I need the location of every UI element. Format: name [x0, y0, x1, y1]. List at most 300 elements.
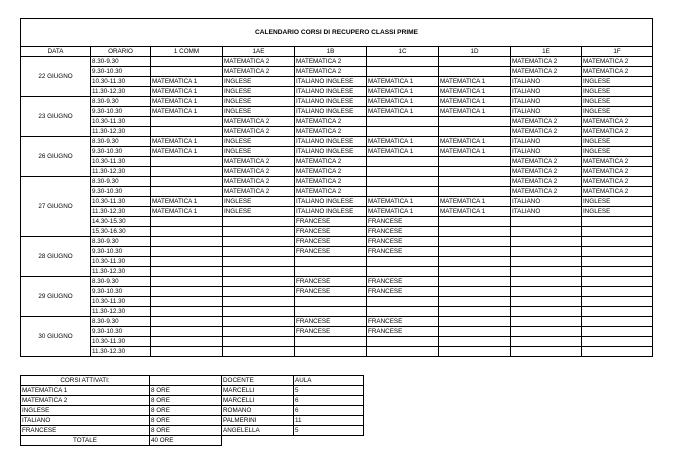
table-row [21, 127, 653, 137]
course-cell[interactable]: MATEMATICA 2 [223, 57, 295, 67]
course-cell[interactable]: FRANCESE [295, 237, 367, 247]
course-cell[interactable]: ITALIANO [511, 207, 582, 217]
course-cell[interactable]: FRANCESE [295, 287, 367, 297]
course-cell[interactable] [151, 277, 223, 287]
course-cell[interactable]: MATEMATICA 2 [223, 127, 295, 137]
course-cell[interactable] [223, 337, 295, 347]
course-cell[interactable]: INGLESE [582, 87, 653, 97]
course-cell[interactable] [439, 307, 511, 317]
course-cell[interactable] [151, 247, 223, 257]
course-cell[interactable]: ITALIANO INGLESE [295, 197, 367, 207]
course-cell[interactable] [295, 297, 367, 307]
course-cell[interactable] [151, 217, 223, 227]
time-slot-cell[interactable]: 11.30-12.30 [91, 307, 151, 317]
course-cell[interactable]: MATEMATICA 2 [295, 167, 367, 177]
course-cell[interactable] [223, 247, 295, 257]
course-cell[interactable]: ITALIANO INGLESE [295, 77, 367, 87]
course-cell[interactable]: MATEMATICA 1 [367, 197, 439, 207]
course-cell[interactable] [582, 297, 653, 307]
course-cell[interactable] [223, 287, 295, 297]
time-slot-cell[interactable]: 10.30-11.30 [91, 337, 151, 347]
course-cell[interactable]: MATEMATICA 2 [582, 177, 653, 187]
date-cell[interactable]: 27 GIUGNO [21, 177, 91, 237]
course-cell[interactable] [439, 117, 511, 127]
course-cell[interactable] [223, 257, 295, 267]
course-cell[interactable] [367, 127, 439, 137]
time-slot-cell[interactable]: 8.30-9.30 [91, 277, 151, 287]
course-cell[interactable] [367, 167, 439, 177]
table-row [21, 187, 653, 197]
course-cell[interactable]: MATEMATICA 2 [511, 117, 582, 127]
course-cell[interactable]: MATEMATICA 1 [151, 147, 223, 157]
course-cell[interactable] [151, 267, 223, 277]
course-cell[interactable]: MATEMATICA 2 [295, 57, 367, 67]
course-cell[interactable] [367, 267, 439, 277]
course-cell[interactable] [295, 267, 367, 277]
column-header: ORARIO [91, 47, 151, 57]
course-cell[interactable] [511, 317, 582, 327]
course-cell[interactable] [582, 217, 653, 227]
course-cell[interactable]: FRANCESE [295, 317, 367, 327]
summary-teacher-header: DOCENTE [222, 376, 294, 386]
summary-row [21, 406, 364, 416]
course-cell[interactable]: INGLESE [223, 207, 295, 217]
course-cell[interactable] [295, 257, 367, 267]
course-cell[interactable] [439, 247, 511, 257]
summary-row [21, 416, 364, 426]
course-cell[interactable]: MATEMATICA 2 [223, 187, 295, 197]
course-cell[interactable]: MATEMATICA 1 [439, 97, 511, 107]
course-cell[interactable] [151, 307, 223, 317]
course-cell[interactable]: INGLESE [223, 137, 295, 147]
course-cell[interactable] [439, 237, 511, 247]
course-cell[interactable]: INGLESE [582, 147, 653, 157]
course-cell[interactable] [439, 187, 511, 197]
course-cell[interactable] [511, 257, 582, 267]
summary-teacher-cell[interactable]: ANGELELLA [222, 426, 294, 436]
course-cell[interactable] [439, 167, 511, 177]
course-cell[interactable] [151, 297, 223, 307]
course-cell[interactable] [295, 347, 367, 357]
course-cell[interactable]: MATEMATICA 2 [223, 157, 295, 167]
course-cell[interactable] [511, 297, 582, 307]
course-cell[interactable] [439, 297, 511, 307]
table-row [21, 67, 653, 77]
course-cell[interactable]: ITALIANO INGLESE [295, 207, 367, 217]
table-row [21, 137, 653, 147]
course-cell[interactable]: MATEMATICA 2 [511, 127, 582, 137]
course-cell[interactable] [151, 227, 223, 237]
time-slot-cell[interactable]: 11.30-12.30 [91, 207, 151, 217]
course-cell[interactable]: INGLESE [223, 147, 295, 157]
course-cell[interactable] [582, 267, 653, 277]
course-cell[interactable]: MATEMATICA 2 [295, 187, 367, 197]
course-cell[interactable] [511, 227, 582, 237]
course-cell[interactable]: INGLESE [582, 107, 653, 117]
course-cell[interactable]: MATEMATICA 2 [582, 157, 653, 167]
course-cell[interactable]: FRANCESE [295, 247, 367, 257]
course-cell[interactable] [582, 327, 653, 337]
course-cell[interactable]: MATEMATICA 1 [151, 77, 223, 87]
summary-total-row [21, 436, 364, 446]
time-slot-cell[interactable]: 10.30-11.30 [91, 257, 151, 267]
time-slot-cell[interactable]: 9.30-10.30 [91, 147, 151, 157]
course-cell[interactable]: MATEMATICA 2 [295, 127, 367, 137]
course-cell[interactable] [367, 57, 439, 67]
course-cell[interactable]: INGLESE [223, 107, 295, 117]
course-cell[interactable] [223, 327, 295, 337]
course-cell[interactable] [151, 117, 223, 127]
summary-room-header: AULA [294, 376, 364, 386]
course-cell[interactable]: FRANCESE [295, 277, 367, 287]
course-cell[interactable] [367, 297, 439, 307]
table-row [21, 337, 653, 347]
column-header: DATA [21, 47, 91, 57]
summary-header-row [21, 376, 364, 386]
course-cell[interactable] [151, 257, 223, 267]
course-cell[interactable]: FRANCESE [367, 217, 439, 227]
course-cell[interactable]: MATEMATICA 2 [295, 157, 367, 167]
course-cell[interactable]: ITALIANO INGLESE [295, 107, 367, 117]
course-cell[interactable] [151, 317, 223, 327]
course-cell[interactable] [582, 337, 653, 347]
summary-room-cell[interactable]: 6 [294, 406, 364, 416]
course-cell[interactable] [367, 177, 439, 187]
course-cell[interactable]: MATEMATICA 2 [223, 167, 295, 177]
time-slot-cell[interactable]: 11.30-12.30 [91, 347, 151, 357]
course-cell[interactable] [439, 227, 511, 237]
course-cell[interactable]: FRANCESE [295, 227, 367, 237]
course-cell[interactable]: MATEMATICA 1 [367, 77, 439, 87]
date-cell[interactable]: 22 GIUGNO [21, 57, 91, 97]
summary-course-cell[interactable]: MATEMATICA 2 [21, 396, 150, 406]
summary-hours-cell[interactable]: 8 ORE [150, 396, 222, 406]
time-slot-cell[interactable]: 9.30-10.30 [91, 107, 151, 117]
course-cell[interactable]: MATEMATICA 2 [511, 67, 582, 77]
table-row [21, 87, 653, 97]
summary-row [21, 426, 364, 436]
course-cell[interactable] [223, 227, 295, 237]
course-cell[interactable]: INGLESE [582, 97, 653, 107]
course-cell[interactable]: ITALIANO [511, 197, 582, 207]
course-cell[interactable]: FRANCESE [367, 277, 439, 287]
time-slot-cell[interactable]: 10.30-11.30 [91, 77, 151, 87]
course-cell[interactable]: FRANCESE [295, 327, 367, 337]
course-cell[interactable]: INGLESE [223, 77, 295, 87]
time-slot-cell[interactable]: 11.30-12.30 [91, 267, 151, 277]
course-cell[interactable]: FRANCESE [367, 327, 439, 337]
course-cell[interactable]: MATEMATICA 1 [439, 147, 511, 157]
course-cell[interactable]: MATEMATICA 2 [223, 67, 295, 77]
summary-course-cell[interactable]: MATEMATICA 1 [21, 386, 150, 396]
course-cell[interactable]: ITALIANO [511, 97, 582, 107]
course-cell[interactable]: MATEMATICA 2 [582, 57, 653, 67]
course-cell[interactable] [439, 127, 511, 137]
time-slot-cell[interactable]: 10.30-11.30 [91, 297, 151, 307]
course-cell[interactable]: MATEMATICA 2 [582, 117, 653, 127]
course-cell[interactable]: MATEMATICA 1 [439, 137, 511, 147]
course-cell[interactable] [439, 287, 511, 297]
course-cell[interactable] [582, 257, 653, 267]
course-cell[interactable] [582, 287, 653, 297]
course-cell[interactable] [511, 307, 582, 317]
course-cell[interactable] [223, 217, 295, 227]
course-cell[interactable]: MATEMATICA 2 [582, 187, 653, 197]
course-cell[interactable] [367, 337, 439, 347]
course-cell[interactable]: MATEMATICA 1 [151, 197, 223, 207]
course-cell[interactable] [439, 67, 511, 77]
summary-room-cell[interactable]: 11 [294, 416, 364, 426]
summary-teacher-cell[interactable]: PALMERINI [222, 416, 294, 426]
course-cell[interactable] [439, 347, 511, 357]
date-cell[interactable]: 29 GIUGNO [21, 277, 91, 317]
course-cell[interactable] [511, 247, 582, 257]
course-cell[interactable] [223, 317, 295, 327]
course-cell[interactable]: MATEMATICA 2 [511, 177, 582, 187]
table-row [21, 167, 653, 177]
course-cell[interactable] [367, 257, 439, 267]
date-cell[interactable]: 26 GIUGNO [21, 137, 91, 177]
course-cell[interactable] [223, 347, 295, 357]
course-cell[interactable]: INGLESE [582, 137, 653, 147]
course-cell[interactable] [582, 227, 653, 237]
course-cell[interactable] [511, 277, 582, 287]
summary-course-cell[interactable]: FRANCESE [21, 426, 150, 436]
course-cell[interactable]: FRANCESE [367, 237, 439, 247]
date-cell[interactable]: 30 GIUGNO [21, 317, 91, 357]
course-cell[interactable]: ITALIANO [511, 77, 582, 87]
course-cell[interactable] [367, 117, 439, 127]
course-cell[interactable] [582, 347, 653, 357]
course-cell[interactable] [511, 327, 582, 337]
course-cell[interactable]: MATEMATICA 2 [511, 167, 582, 177]
time-slot-cell[interactable]: 9.30-10.30 [91, 67, 151, 77]
course-cell[interactable] [439, 267, 511, 277]
course-cell[interactable] [439, 277, 511, 287]
course-cell[interactable] [151, 57, 223, 67]
time-slot-cell[interactable]: 10.30-11.30 [91, 197, 151, 207]
column-header: 1C [367, 47, 439, 57]
course-cell[interactable] [511, 287, 582, 297]
table-row [21, 317, 653, 327]
course-cell[interactable] [223, 267, 295, 277]
course-cell[interactable] [367, 67, 439, 77]
summary-hours-cell[interactable]: 8 ORE [150, 416, 222, 426]
course-cell[interactable]: FRANCESE [367, 287, 439, 297]
course-cell[interactable]: MATEMATICA 1 [439, 87, 511, 97]
summary-course-cell[interactable]: INGLESE [21, 406, 150, 416]
course-cell[interactable]: INGLESE [582, 77, 653, 87]
course-cell[interactable]: MATEMATICA 1 [367, 137, 439, 147]
course-cell[interactable] [582, 317, 653, 327]
course-cell[interactable] [151, 287, 223, 297]
course-cell[interactable]: MATEMATICA 2 [511, 57, 582, 67]
table-row [21, 247, 653, 257]
course-cell[interactable] [367, 307, 439, 317]
course-cell[interactable]: MATEMATICA 2 [223, 177, 295, 187]
course-cell[interactable] [439, 337, 511, 347]
course-cell[interactable]: MATEMATICA 1 [439, 77, 511, 87]
course-cell[interactable] [223, 237, 295, 247]
total-value[interactable]: 40 ORE [150, 436, 222, 446]
course-cell[interactable]: MATEMATICA 1 [151, 137, 223, 147]
course-cell[interactable]: MATEMATICA 1 [367, 87, 439, 97]
course-cell[interactable] [439, 317, 511, 327]
course-cell[interactable] [151, 327, 223, 337]
time-slot-cell[interactable]: 11.30-12.30 [91, 87, 151, 97]
course-cell[interactable] [582, 277, 653, 287]
summary-hours-cell[interactable]: 8 ORE [150, 426, 222, 436]
course-cell[interactable] [439, 157, 511, 167]
course-cell[interactable]: MATEMATICA 1 [367, 107, 439, 117]
calendar-title: CALENDARIO CORSI DI RECUPERO CLASSI PRIME [21, 19, 653, 47]
table-row [21, 217, 653, 227]
summary-room-cell[interactable]: 5 [294, 386, 364, 396]
summary-room-cell[interactable]: 5 [294, 426, 364, 436]
course-cell[interactable] [582, 307, 653, 317]
course-cell[interactable]: MATEMATICA 2 [511, 187, 582, 197]
course-cell[interactable] [439, 217, 511, 227]
time-slot-cell[interactable]: 8.30-9.30 [91, 237, 151, 247]
course-cell[interactable] [223, 307, 295, 317]
time-slot-cell[interactable]: 14.30-15.30 [91, 217, 151, 227]
course-cell[interactable]: MATEMATICA 2 [511, 157, 582, 167]
course-cell[interactable] [367, 157, 439, 167]
calendar-table [20, 18, 653, 357]
summary-room-cell[interactable]: 6 [294, 396, 364, 406]
course-cell[interactable]: MATEMATICA 1 [151, 107, 223, 117]
course-cell[interactable] [582, 237, 653, 247]
time-slot-cell[interactable]: 11.30-12.30 [91, 167, 151, 177]
table-row [21, 107, 653, 117]
course-cell[interactable]: INGLESE [223, 87, 295, 97]
time-slot-cell[interactable]: 10.30-11.30 [91, 157, 151, 167]
course-cell[interactable]: INGLESE [223, 97, 295, 107]
course-cell[interactable] [151, 237, 223, 247]
column-header: 1E [511, 47, 582, 57]
date-cell[interactable]: 23 GIUGNO [21, 97, 91, 137]
time-slot-cell[interactable]: 11.30-12.30 [91, 127, 151, 137]
table-row [21, 267, 653, 277]
course-cell[interactable]: MATEMATICA 2 [295, 177, 367, 187]
course-cell[interactable]: ITALIANO INGLESE [295, 137, 367, 147]
time-slot-cell[interactable]: 9.30-10.30 [91, 187, 151, 197]
table-row [21, 327, 653, 337]
summary-teacher-cell[interactable]: MARCELLI [222, 386, 294, 396]
course-cell[interactable]: MATEMATICA 2 [582, 67, 653, 77]
course-cell[interactable]: FRANCESE [295, 217, 367, 227]
course-cell[interactable]: FRANCESE [367, 227, 439, 237]
course-cell[interactable]: ITALIANO [511, 87, 582, 97]
course-cell[interactable] [439, 57, 511, 67]
course-cell[interactable]: ITALIANO INGLESE [295, 147, 367, 157]
course-cell[interactable]: FRANCESE [367, 317, 439, 327]
time-slot-cell[interactable]: 15.30-16.30 [91, 227, 151, 237]
course-cell[interactable]: MATEMATICA 1 [367, 97, 439, 107]
course-cell[interactable]: ITALIANO INGLESE [295, 87, 367, 97]
course-cell[interactable] [367, 187, 439, 197]
table-row [21, 347, 653, 357]
course-cell[interactable] [439, 257, 511, 267]
time-slot-cell[interactable]: 9.30-10.30 [91, 247, 151, 257]
course-cell[interactable] [295, 337, 367, 347]
summary-teacher-cell[interactable]: ROMANO [222, 406, 294, 416]
course-cell[interactable] [511, 267, 582, 277]
summary-courses-header: CORSI ATTIVATI: [21, 376, 150, 386]
table-row [21, 287, 653, 297]
course-cell[interactable]: ITALIANO INGLESE [295, 97, 367, 107]
time-slot-cell[interactable]: 8.30-9.30 [91, 137, 151, 147]
time-slot-cell[interactable]: 8.30-9.30 [91, 97, 151, 107]
course-cell[interactable]: MATEMATICA 1 [151, 97, 223, 107]
course-cell[interactable] [439, 177, 511, 187]
course-cell[interactable] [223, 277, 295, 287]
course-cell[interactable]: INGLESE [582, 207, 653, 217]
time-slot-cell[interactable]: 8.30-9.30 [91, 177, 151, 187]
course-cell[interactable]: MATEMATICA 2 [582, 127, 653, 137]
time-slot-cell[interactable]: 9.30-10.30 [91, 327, 151, 337]
time-slot-cell[interactable]: 8.30-9.30 [91, 317, 151, 327]
course-cell[interactable]: INGLESE [223, 197, 295, 207]
time-slot-cell[interactable]: 10.30-11.30 [91, 117, 151, 127]
course-cell[interactable] [151, 67, 223, 77]
course-cell[interactable] [151, 157, 223, 167]
course-cell[interactable] [151, 127, 223, 137]
course-cell[interactable]: INGLESE [582, 197, 653, 207]
course-cell[interactable]: MATEMATICA 2 [223, 117, 295, 127]
course-cell[interactable] [151, 347, 223, 357]
course-cell[interactable]: ITALIANO [511, 147, 582, 157]
course-cell[interactable] [151, 177, 223, 187]
course-cell[interactable] [151, 187, 223, 197]
course-cell[interactable] [511, 217, 582, 227]
course-cell[interactable]: MATEMATICA 1 [439, 107, 511, 117]
course-cell[interactable]: MATEMATICA 2 [582, 167, 653, 177]
table-row [21, 207, 653, 217]
course-cell[interactable]: FRANCESE [367, 247, 439, 257]
course-cell[interactable] [439, 327, 511, 337]
course-cell[interactable]: ITALIANO [511, 107, 582, 117]
course-cell[interactable]: MATEMATICA 2 [295, 67, 367, 77]
course-cell[interactable] [582, 247, 653, 257]
course-cell[interactable]: MATEMATICA 1 [151, 207, 223, 217]
course-cell[interactable]: MATEMATICA 1 [367, 147, 439, 157]
summary-hours-cell[interactable]: 8 ORE [150, 386, 222, 396]
summary-course-cell[interactable]: ITALIANO [21, 416, 150, 426]
time-slot-cell[interactable]: 9.30-10.30 [91, 287, 151, 297]
course-cell[interactable] [367, 347, 439, 357]
course-cell[interactable] [511, 347, 582, 357]
course-cell[interactable] [511, 337, 582, 347]
course-cell[interactable] [151, 167, 223, 177]
table-row [21, 147, 653, 157]
course-cell[interactable]: ITALIANO [511, 137, 582, 147]
course-cell[interactable]: MATEMATICA 1 [439, 197, 511, 207]
course-cell[interactable] [151, 337, 223, 347]
course-cell[interactable] [223, 297, 295, 307]
course-cell[interactable]: MATEMATICA 1 [367, 207, 439, 217]
course-cell[interactable]: MATEMATICA 1 [439, 207, 511, 217]
course-cell[interactable]: MATEMATICA 1 [151, 87, 223, 97]
time-slot-cell[interactable]: 8.30-9.30 [91, 57, 151, 67]
course-cell[interactable]: MATEMATICA 2 [295, 117, 367, 127]
summary-teacher-cell[interactable]: MARCELLI [222, 396, 294, 406]
date-cell[interactable]: 28 GIUGNO [21, 237, 91, 277]
summary-hours-cell[interactable]: 8 ORE [150, 406, 222, 416]
course-cell[interactable] [511, 237, 582, 247]
course-cell[interactable] [295, 307, 367, 317]
column-header: 1 COMM [151, 47, 223, 57]
